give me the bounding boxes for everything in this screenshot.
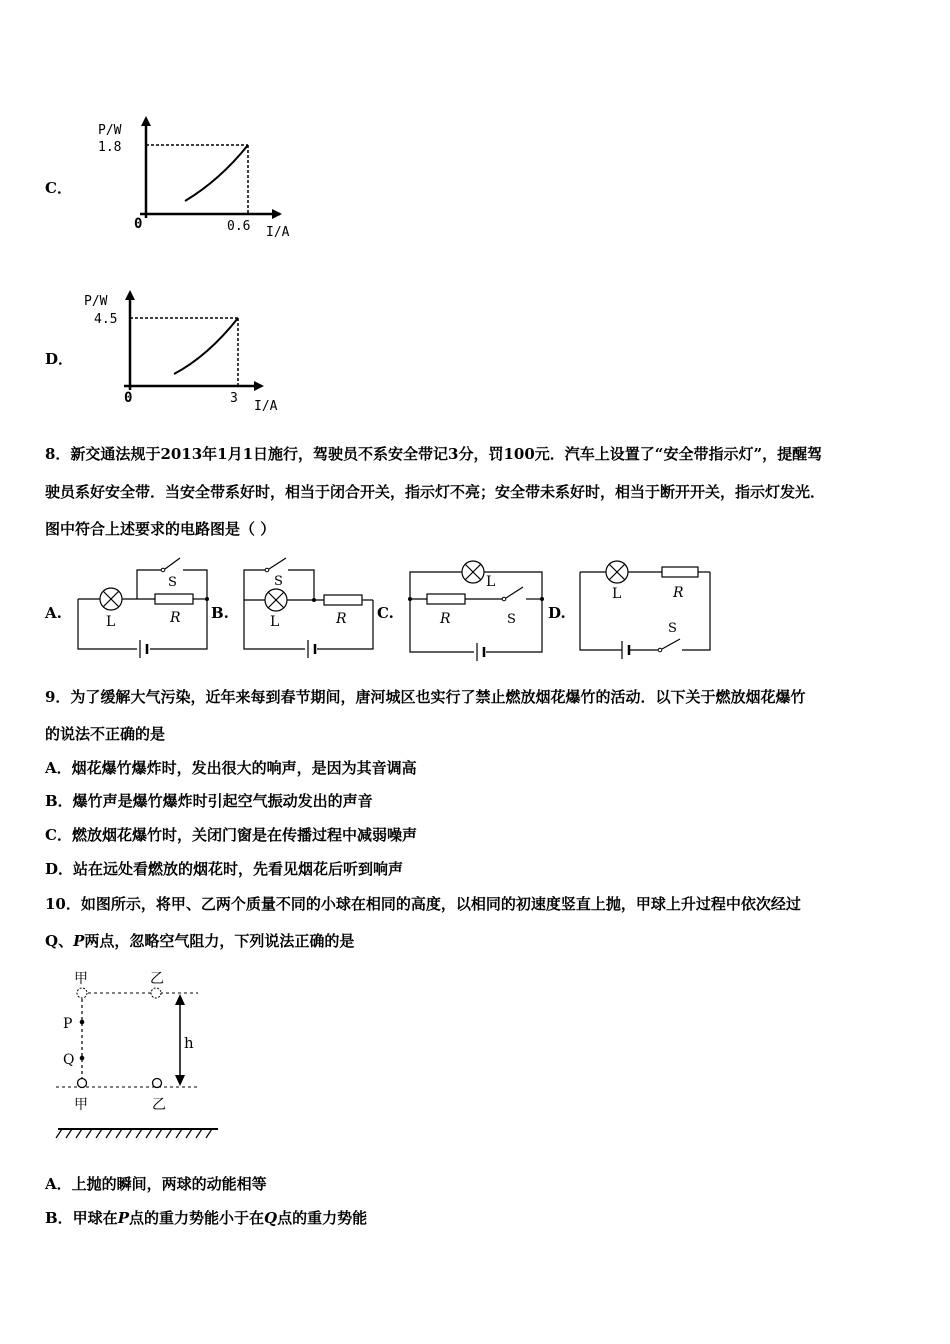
- y-axis-arrow-icon: [141, 116, 151, 126]
- q10-stem-line2: [45, 931, 354, 951]
- ball-yi-bottom: [153, 1079, 162, 1088]
- ground-hatch-icon: [56, 1129, 212, 1138]
- q8-circuit-b-label: B.: [211, 604, 229, 622]
- lamp-label: L: [486, 574, 496, 590]
- switch-icon: [161, 568, 165, 572]
- resistor-icon: [427, 594, 465, 604]
- lamp-label: L: [612, 586, 622, 602]
- switch-label: S: [668, 621, 677, 636]
- q10-option-b-part1: B．甲球在: [45, 1209, 118, 1227]
- q10-option-b: [45, 1208, 367, 1228]
- y-axis-label: P/W: [84, 294, 108, 309]
- q8-circuit-c: [402, 555, 552, 670]
- q8-circuit-a-label: A.: [45, 604, 62, 622]
- q8-circuit-c-label: C.: [377, 604, 394, 622]
- q9-option-b: B．爆竹声是爆竹爆炸时引起空气振动发出的声音: [45, 792, 373, 810]
- lamp-label: L: [270, 614, 280, 630]
- lamp-icon: [265, 589, 287, 611]
- q8-circuit-d: [572, 552, 722, 667]
- y-value-label: 4.5: [94, 312, 118, 327]
- q9-option-d: D．站在远处看燃放的烟花时，先看见烟花后听到响声: [45, 860, 404, 878]
- q9-stem-line1: 9．为了缓解大气污染，近年来每到春节期间，唐河城区也实行了禁止燃放烟花爆竹的活动．以下关于燃放烟花爆竹: [45, 688, 806, 706]
- resistor-label: R: [336, 611, 347, 627]
- x-value-label: 0.6: [227, 219, 251, 234]
- label-jia-top: 甲: [74, 971, 88, 987]
- q10-stem-q: Q、: [45, 932, 74, 950]
- q10-stem-p: P: [73, 932, 85, 950]
- q7-option-d-graph: [80, 282, 290, 417]
- resistor-icon: [155, 594, 193, 604]
- q8-circuit-d-label: D.: [548, 604, 566, 622]
- label-jia-bottom: 甲: [74, 1097, 88, 1113]
- switch-label: S: [274, 574, 283, 589]
- q8-circuit-a: [70, 552, 220, 667]
- x-axis-arrow-icon: [254, 381, 264, 391]
- resistor-label: R: [440, 611, 451, 627]
- q7-option-d-label: D．: [45, 350, 74, 368]
- point-q: [80, 1056, 85, 1061]
- label-yi-bottom: 乙: [152, 1097, 166, 1113]
- q10-option-b-part3: 点的重力势能: [277, 1209, 368, 1227]
- x-axis-arrow-icon: [272, 209, 282, 219]
- resistor-label: R: [170, 610, 181, 626]
- q10-option-a: A．上抛的瞬间，两球的动能相等: [45, 1175, 267, 1193]
- power-curve: [174, 318, 238, 374]
- q10-option-b-p: P: [117, 1209, 129, 1227]
- q9-option-a: A．烟花爆竹爆炸时，发出很大的响声，是因为其音调高: [45, 759, 417, 777]
- power-curve: [185, 145, 248, 201]
- q8-circuit-b: [236, 550, 386, 665]
- switch-icon: [658, 648, 662, 652]
- switch-label: S: [507, 612, 516, 627]
- x-axis-label: I/A: [266, 225, 290, 240]
- label-p: P: [63, 1016, 73, 1032]
- label-yi-top: 乙: [150, 971, 164, 987]
- lamp-icon: [100, 588, 122, 610]
- q8-stem-line3: 图中符合上述要求的电路图是（ ）: [45, 520, 276, 538]
- q10-option-b-q: Q: [263, 1209, 278, 1227]
- switch-icon: [265, 568, 269, 572]
- point-p: [80, 1020, 85, 1025]
- q10-figure: [50, 962, 230, 1147]
- x-value-label: 3: [230, 391, 238, 406]
- label-h: h: [184, 1034, 194, 1052]
- q7-option-c-label: C．: [45, 179, 72, 197]
- arrow-down-icon: [175, 1075, 185, 1086]
- q9-stem-line2: 的说法不正确的是: [45, 725, 166, 743]
- ball-jia-bottom: [78, 1079, 87, 1088]
- ball-yi-top: [151, 988, 161, 998]
- ball-jia-top: [77, 988, 87, 998]
- switch-icon: [502, 597, 506, 601]
- lamp-icon: [462, 561, 484, 583]
- origin-label: 0: [134, 216, 143, 232]
- resistor-label: R: [673, 585, 684, 601]
- q9-option-c: C．燃放烟花爆竹时，关闭门窗是在传播过程中减弱噪声: [45, 826, 417, 844]
- origin-label: 0: [124, 390, 133, 406]
- switch-label: S: [168, 575, 177, 590]
- q10-stem-rest: 两点，忽略空气阻力，下列说法正确的是: [84, 932, 355, 950]
- q7-option-c-graph: [90, 110, 300, 245]
- label-q: Q: [63, 1052, 75, 1068]
- lamp-label: L: [106, 614, 116, 630]
- q8-stem-line1: 8．新交通法规于2013年1月1日施行，驾驶员不系安全带记3分，罚100元．汽车上设置了“安全带指示灯”，提醒驾: [45, 445, 823, 463]
- x-axis-label: I/A: [254, 399, 278, 414]
- resistor-icon: [662, 567, 698, 577]
- lamp-icon: [606, 561, 628, 583]
- y-value-label: 1.8: [98, 140, 122, 155]
- y-axis-label: P/W: [98, 123, 122, 138]
- q10-stem-line1: 10．如图所示，将甲、乙两个质量不同的小球在相同的高度，以相同的初速度竖直上抛，甲球上升过程中依次经过: [45, 895, 801, 913]
- q8-stem-line2: 驶员系好安全带．当安全带系好时，相当于闭合开关，指示灯不亮；安全带未系好时，相当于断开开关，指示灯发光．: [45, 483, 826, 501]
- arrow-up-icon: [175, 994, 185, 1005]
- resistor-icon: [324, 595, 362, 605]
- q10-option-b-part2: 点的重力势能小于在: [128, 1209, 264, 1227]
- y-axis-arrow-icon: [125, 290, 135, 300]
